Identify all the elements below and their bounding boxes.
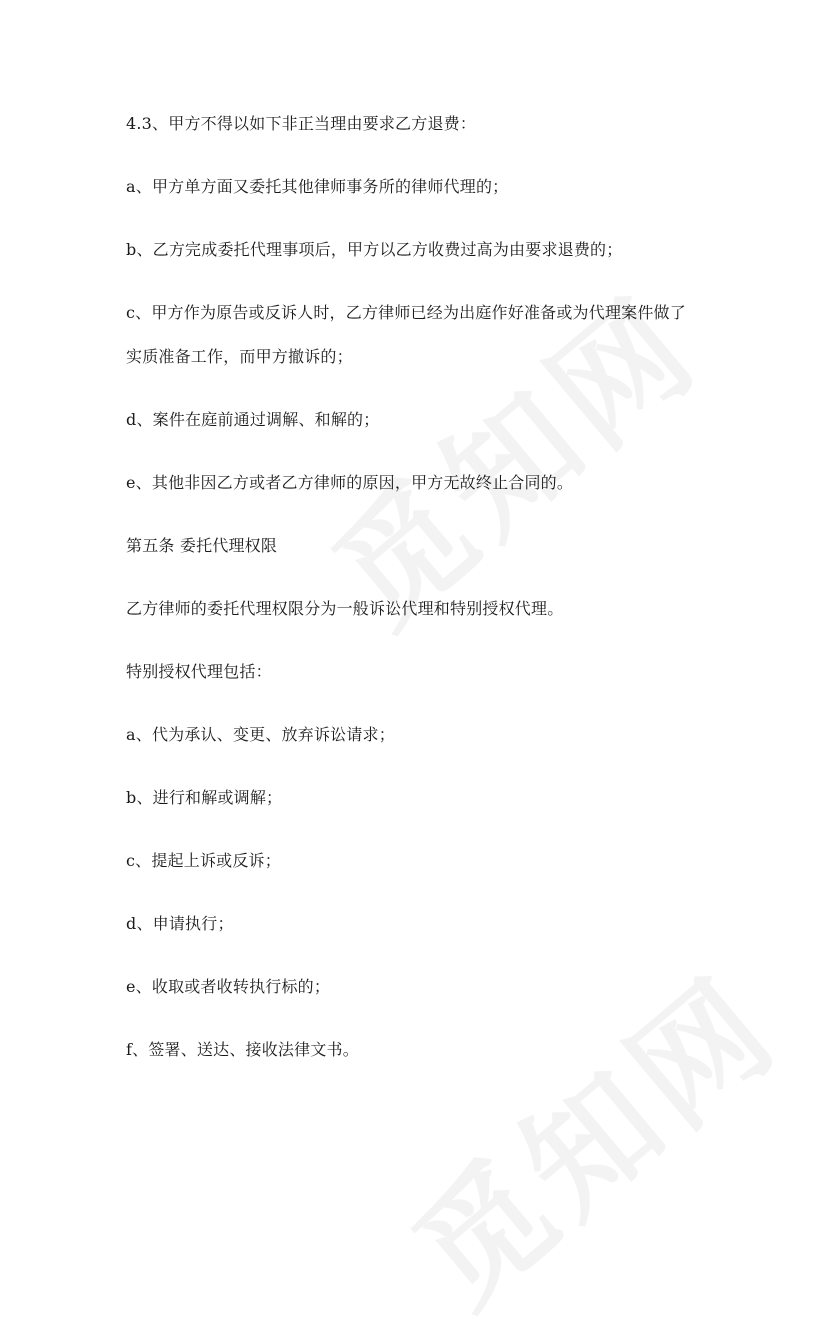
authority-item-e: e、收取或者收转执行标的； bbox=[126, 977, 331, 996]
authority-item-c: c、提起上诉或反诉； bbox=[126, 851, 281, 870]
clause-item-d: d、案件在庭前通过调解、和解的； bbox=[126, 410, 380, 429]
authority-item-b: b、进行和解或调解； bbox=[126, 788, 283, 807]
authority-item-a: a、代为承认、变更、放弃诉讼请求； bbox=[126, 725, 395, 744]
clause-4-3-heading: 4.3、甲方不得以如下非正当理由要求乙方退费： bbox=[126, 114, 477, 133]
clause-item-c-continued: 实质准备工作，而甲方撤诉的； bbox=[126, 347, 353, 366]
clause-item-c: c、甲方作为原告或反诉人时，乙方律师已经为出庭作好准备或为代理案件做了 bbox=[126, 303, 686, 322]
authority-item-d: d、申请执行； bbox=[126, 914, 234, 933]
authority-scope-paragraph: 乙方律师的委托代理权限分为一般诉讼代理和特别授权代理。 bbox=[126, 599, 564, 618]
clause-item-a: a、甲方单方面又委托其他律师事务所的律师代理的； bbox=[126, 177, 509, 196]
article-5-heading: 第五条 委托代理权限 bbox=[126, 536, 278, 555]
clause-item-e: e、其他非因乙方或者乙方律师的原因，甲方无故终止合同的。 bbox=[126, 473, 574, 492]
special-authority-heading: 特别授权代理包括： bbox=[126, 662, 272, 681]
clause-item-b: b、乙方完成委托代理事项后，甲方以乙方收费过高为由要求退费的； bbox=[126, 240, 623, 259]
authority-item-f: f、签署、送达、接收法律文书。 bbox=[126, 1040, 359, 1059]
